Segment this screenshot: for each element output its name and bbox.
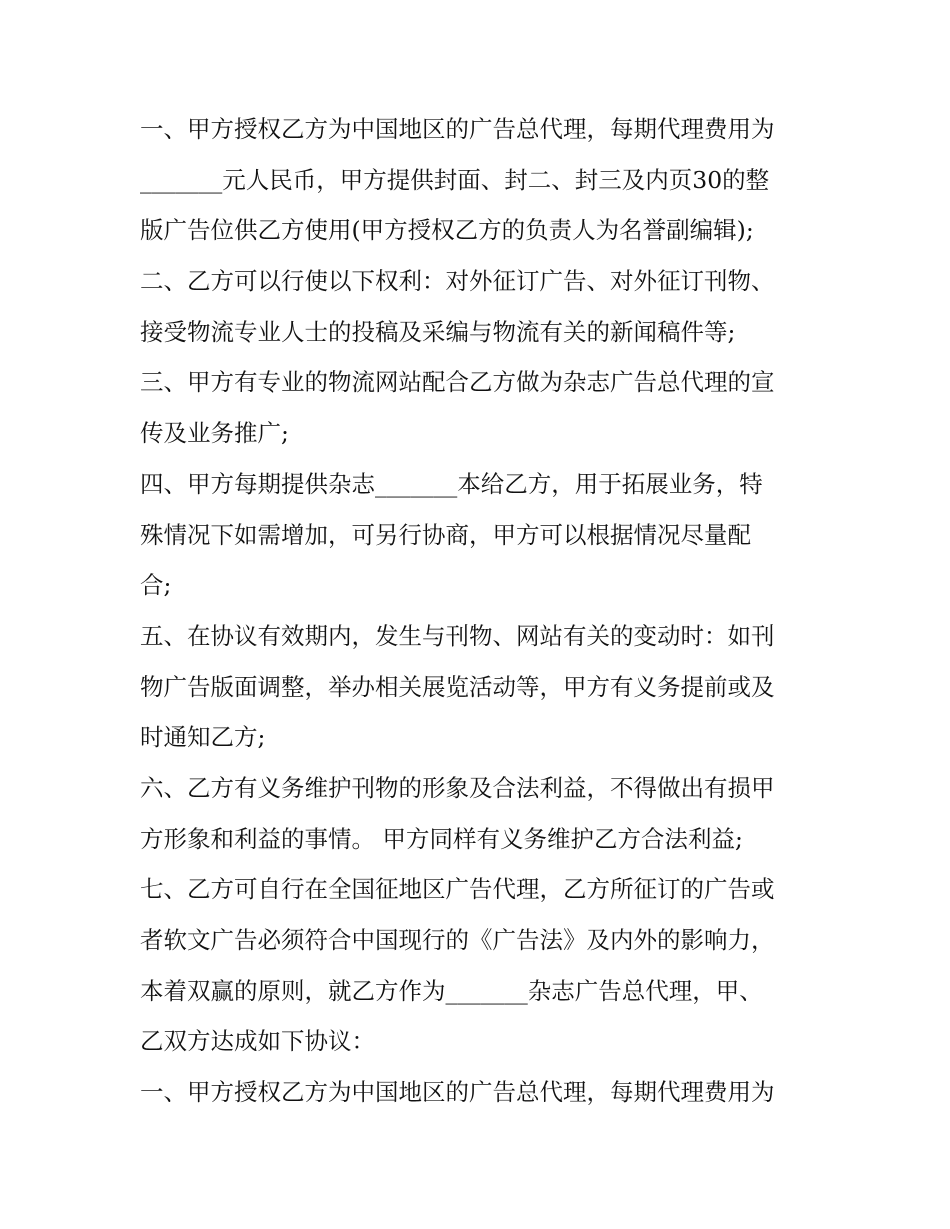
text-line: 本着双赢的原则，就乙方作为_______杂志广告总代理，甲、 xyxy=(140,976,763,1005)
text-line: 者软文广告必须符合中国现行的《广告法》及内外的影响力， xyxy=(140,926,775,954)
text-line: 一、甲方授权乙方为中国地区的广告总代理，每期代理费用为 xyxy=(140,115,775,143)
text-line: 合; xyxy=(140,571,172,600)
text-line: 接受物流专业人士的投稿及采编与物流有关的新闻稿件等; xyxy=(140,317,736,346)
text-line: 传及业务推广; xyxy=(140,419,289,448)
text-line: 物广告版面调整，举办相关展览活动等，甲方有义务提前或及 xyxy=(140,672,775,701)
text-line: 时通知乙方; xyxy=(140,723,266,752)
text-line: 五、在协议有效期内，发生与刊物、网站有关的变动时：如刊 xyxy=(140,621,775,650)
text-line: 版广告位供乙方使用(甲方授权乙方的负责人为名誉副编辑); xyxy=(140,216,754,245)
text-line: 三、甲方有专业的物流网站配合乙方做为杂志广告总代理的宣 xyxy=(140,368,775,397)
text-line: 一、甲方授权乙方为中国地区的广告总代理，每期代理费用为 xyxy=(140,1078,775,1107)
text-line: _______元人民币，甲方提供封面、封二、封三及内页30的整 xyxy=(140,165,770,194)
text-line: 六、乙方有义务维护刊物的形象及合法利益，不得做出有损甲 xyxy=(140,773,775,802)
text-line: 四、甲方每期提供杂志_______本给乙方，用于拓展业务，特 xyxy=(140,469,763,498)
text-line: 方形象和利益的事情。 甲方同样有义务维护乙方合法利益; xyxy=(140,824,743,853)
text-line: 七、乙方可自行在全国征地区广告代理，乙方所征订的广告或 xyxy=(140,875,775,904)
document-body xyxy=(140,104,820,1118)
text-line: 殊情况下如需增加，可另行协商，甲方可以根据情况尽量配 xyxy=(140,520,751,549)
text-line: 乙双方达成如下协议： xyxy=(140,1027,375,1056)
text-line: 二、乙方可以行使以下权利：对外征订广告、对外征订刊物、 xyxy=(140,267,775,296)
